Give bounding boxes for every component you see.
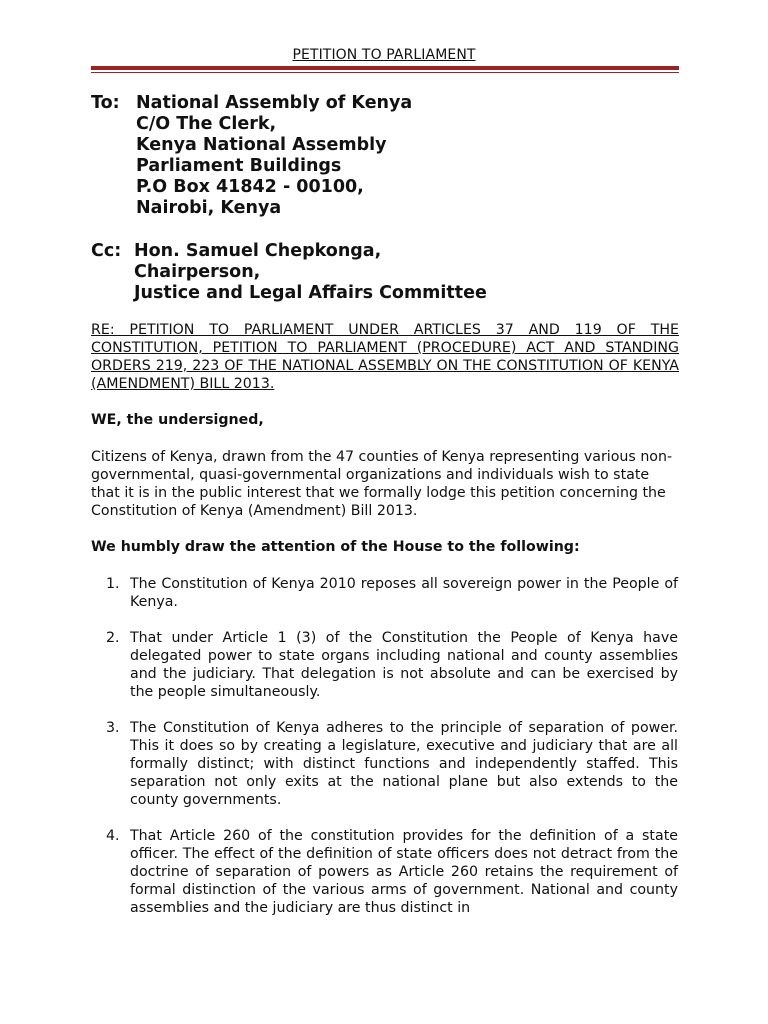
- intro-paragraph: Citizens of Kenya, drawn from the 47 counties of Kenya representing various non-governmental, quasi-governmental organizations and individuals wish to state that it is in the public interest that we formally lodge this petition concerning the Constitution of Kenya (Amendment) Bill 2013.: [91, 449, 673, 519]
- list-item-text: The Constitution of Kenya adheres to the principle of separation of power. This it does so by creating a legislature, executive and judiciary that are all formally distinct; with distinct functions and independently staffed. This separation not only exits at the national plane but also extends to the county governments.: [130, 720, 678, 808]
- header-rule-thin: [91, 72, 679, 73]
- list-item: [91, 575, 681, 611]
- list-item-number: 4.: [106, 828, 120, 844]
- list-item-number: 3.: [106, 720, 120, 736]
- to-label: To:: [91, 93, 120, 113]
- list-item-text: That under Article 1 (3) of the Constitution the People of Kenya have delegated power to state organs including national and county assemblies and the judiciary. That delegation is not absolute and can be exercised by the people simultaneously.: [130, 630, 678, 700]
- to-line: C/O The Clerk,: [136, 114, 277, 134]
- to-line: Kenya National Assembly: [136, 135, 387, 155]
- to-line: National Assembly of Kenya: [136, 93, 413, 113]
- cc-label: Cc:: [91, 241, 122, 261]
- list-item-text: That Article 260 of the constitution provides for the definition of a state officer. The effect of the definition of state officers does not detract from the doctrine of separation of powers as Article 260 retains the requirement of formal distinction of the various arms of government. National and county assemblies and the judiciary are thus distinct in: [130, 828, 678, 916]
- to-address-lines: [136, 93, 412, 219]
- list-item-number: 2.: [106, 630, 120, 646]
- header-rule-thick: [91, 66, 679, 70]
- cc-line: Justice and Legal Affairs Committee: [134, 283, 487, 303]
- cc-line: Hon. Samuel Chepkonga,: [134, 241, 382, 261]
- list-item-text: The Constitution of Kenya 2010 reposes all sovereign power in the People of Kenya.: [130, 576, 678, 610]
- document-title: PETITION TO PARLIAMENT: [292, 47, 476, 63]
- cc-line: Chairperson,: [134, 262, 261, 282]
- to-line: Parliament Buildings: [136, 156, 342, 176]
- cc-address-lines: [134, 241, 487, 304]
- to-line: P.O Box 41842 - 00100,: [136, 177, 364, 197]
- list-item: [91, 719, 681, 809]
- numbered-list: [91, 575, 681, 935]
- subject-line: RE: PETITION TO PARLIAMENT UNDER ARTICLES 37 AND 119 OF THE CONSTITUTION, PETITION TO PARLIAMENT (PROCEDURE) ACT AND STANDING ORDERS 219, 223 OF THE NATIONAL ASSEMBLY ON THE CONSTITUTION OF KENYA (AMENDMENT) BILL 2013.: [91, 322, 679, 392]
- to-line: Nairobi, Kenya: [136, 198, 282, 218]
- list-item: [91, 629, 681, 701]
- list-item-number: 1.: [106, 576, 120, 592]
- list-item: [91, 827, 681, 917]
- attention-heading: We humbly draw the attention of the House to the following:: [91, 539, 580, 555]
- salutation: WE, the undersigned,: [91, 412, 264, 428]
